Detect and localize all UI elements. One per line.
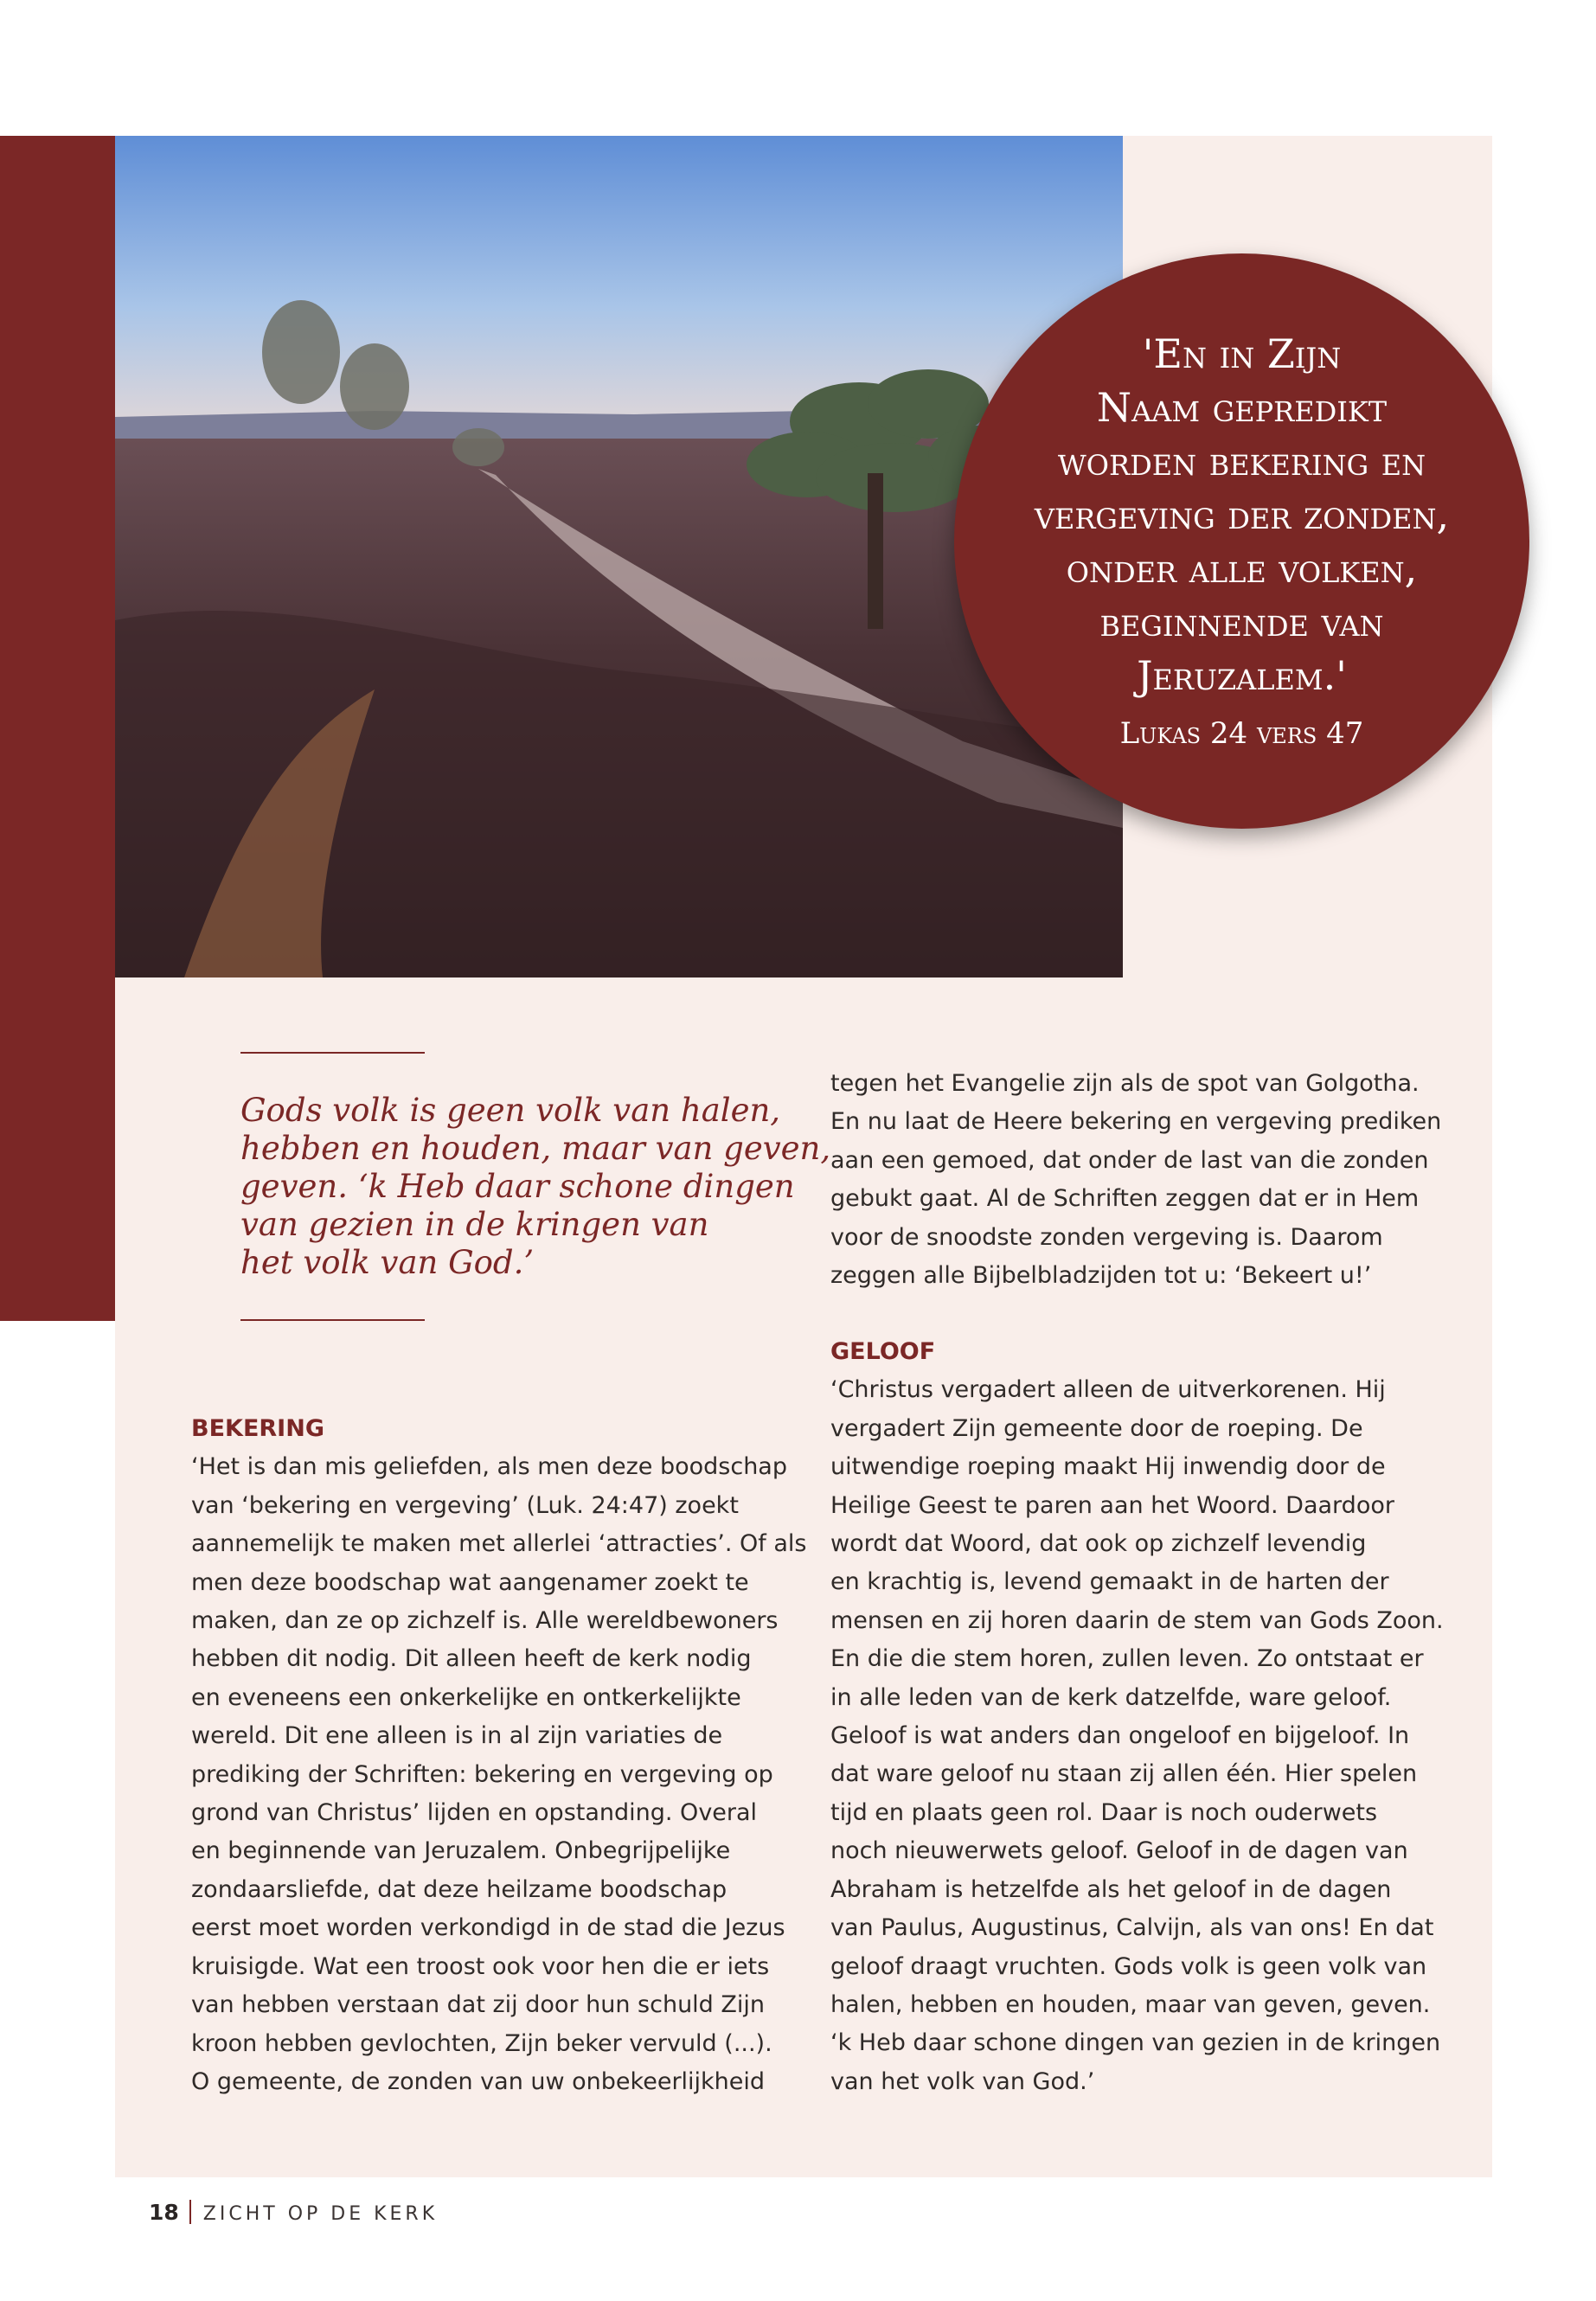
body-line: geloof draagt vruchten. Gods volk is geen volk van bbox=[830, 1952, 1427, 1980]
body-line: en eveneens een onkerkelijke en ontkerkelijkte bbox=[191, 1683, 741, 1711]
callout-line: 'En in Zijn bbox=[1142, 330, 1342, 377]
body-line: zondaarsliefde, dat deze heilzame boodschap bbox=[191, 1875, 727, 1903]
body-line: En nu laat de Heere bekering en vergeving prediken bbox=[830, 1108, 1442, 1136]
callout-line: vergeving der zonden, bbox=[1034, 491, 1450, 538]
body-line: men deze boodschap wat aangenamer zoekt te bbox=[191, 1568, 749, 1596]
pull-quote-top-rule bbox=[240, 1052, 425, 1054]
body-line: wordt dat Woord, dat ook op zichzelf levendig bbox=[830, 1530, 1367, 1558]
body-line: en beginnende van Jeruzalem. Onbegrijpelijke bbox=[191, 1837, 731, 1865]
pull-quote-bottom-rule bbox=[240, 1319, 425, 1321]
body-line: voor de snoodste zonden vergeving is. Daarom bbox=[830, 1223, 1383, 1251]
body-line: O gemeente, de zonden van uw onbekeerlijkheid bbox=[191, 2067, 766, 2095]
body-line: En die die stem horen, zullen leven. Zo ontstaat er bbox=[830, 1645, 1424, 1673]
scripture-callout-quote bbox=[954, 327, 1529, 702]
body-line: kruisigde. Wat een troost ook voor hen die er iets bbox=[191, 1952, 770, 1980]
body-line: zeggen alle Bijbelbladzijden tot u: ‘Bekeert u!’ bbox=[830, 1262, 1372, 1290]
body-line: eerst moet worden verkondigd in de stad die Jezus bbox=[191, 1914, 785, 1942]
body-line: ‘Het is dan mis geliefden, als men deze boodschap bbox=[191, 1453, 787, 1481]
body-line: gebukt gaat. Al de Schriften zeggen dat er in Hem bbox=[830, 1185, 1420, 1213]
body-line: kroon hebben gevlochten, Zijn beker vervuld (...). bbox=[191, 2029, 772, 2057]
body-line: aan een gemoed, dat onder de last van die zonden bbox=[830, 1146, 1429, 1174]
body-line: hebben dit nodig. Dit alleen heeft de kerk nodig bbox=[191, 1645, 752, 1673]
callout-line: onder alle volken, bbox=[1066, 545, 1418, 592]
red-accent-band bbox=[0, 136, 115, 1321]
body-line: wereld. Dit ene alleen is in al zijn variaties de bbox=[191, 1722, 723, 1750]
body-line: tijd en plaats geen rol. Daar is noch ouderwets bbox=[830, 1798, 1378, 1826]
body-line: grond van Christus’ lijden en opstanding. Overal bbox=[191, 1799, 758, 1827]
page-footer bbox=[149, 2199, 438, 2228]
body-line: van het volk van God.’ bbox=[830, 2067, 1095, 2095]
scripture-reference: Lukas 24 vers 47 bbox=[1119, 716, 1364, 751]
body-line: halen, hebben en houden, maar van geven, geven. bbox=[830, 1990, 1431, 2018]
callout-line: Naam gepredikt bbox=[1096, 384, 1388, 431]
body-line: prediking der Schriften: bekering en vergeving op bbox=[191, 1760, 773, 1788]
pull-quote-line: van gezien in de kringen van bbox=[240, 1206, 709, 1243]
section-heading-bekering: BEKERING bbox=[191, 1415, 324, 1442]
body-line: van hebben verstaan dat zij door hun schuld Zijn bbox=[191, 1991, 766, 2019]
body-line: in alle leden van de kerk datzelfde, ware geloof. bbox=[830, 1683, 1392, 1711]
body-line: ‘k Heb daar schone dingen van gezien in de kringen bbox=[830, 2029, 1441, 2057]
section-heading-geloof: GELOOF bbox=[830, 1338, 936, 1365]
callout-line: worden bekering en bbox=[1057, 438, 1426, 484]
body-line: tegen het Evangelie zijn als de spot van Golgotha. bbox=[830, 1070, 1420, 1097]
pull-quote bbox=[240, 1092, 831, 1282]
pull-quote-line: Gods volk is geen volk van halen, bbox=[240, 1092, 781, 1129]
body-line: Heilige Geest te paren aan het Woord. Daardoor bbox=[830, 1491, 1394, 1519]
left-column bbox=[191, 1410, 807, 2101]
body-line: Abraham is hetzelfde als het geloof in de dagen bbox=[830, 1875, 1392, 1903]
magazine-title: ZICHT OP DE KERK bbox=[202, 2203, 439, 2225]
right-column-intro bbox=[830, 1065, 1442, 1295]
body-line: ‘Christus vergadert alleen de uitverkorenen. Hij bbox=[830, 1376, 1386, 1404]
right-column bbox=[830, 1333, 1444, 2101]
body-line: maken, dan ze op zichzelf is. Alle wereldbewoners bbox=[191, 1607, 779, 1635]
body-line: Geloof is wat anders dan ongeloof en bijgeloof. In bbox=[830, 1722, 1410, 1750]
page-number: 18 bbox=[149, 2200, 179, 2225]
body-line: dat ware geloof nu staan zij allen één. Hier spelen bbox=[830, 1760, 1418, 1788]
body-line: van Paulus, Augustinus, Calvijn, als van ons! En dat bbox=[830, 1914, 1434, 1942]
body-line: mensen en zij horen daarin de stem van Gods Zoon. bbox=[830, 1606, 1444, 1634]
callout-line: beginnende van bbox=[1099, 599, 1384, 645]
body-line: vergadert Zijn gemeente door de roeping. De bbox=[830, 1414, 1363, 1442]
pull-quote-line: het volk van God.’ bbox=[240, 1244, 535, 1281]
pull-quote-line: hebben en houden, maar van geven, bbox=[240, 1130, 831, 1167]
body-line: van ‘bekering en vergeving’ (Luk. 24:47) zoekt bbox=[191, 1491, 739, 1519]
pull-quote-line: geven. ‘k Heb daar schone dingen bbox=[240, 1168, 795, 1205]
body-line: en krachtig is, levend gemaakt in de harten der bbox=[830, 1568, 1389, 1596]
footer-divider bbox=[189, 2200, 191, 2224]
body-line: noch nieuwerwets geloof. Geloof in de dagen van bbox=[830, 1837, 1408, 1865]
callout-line: Jeruzalem.' bbox=[1137, 652, 1347, 699]
body-line: uitwendige roeping maakt Hij inwendig door de bbox=[830, 1453, 1386, 1481]
body-line: aannemelijk te maken met allerlei ‘attracties’. Of als bbox=[191, 1530, 807, 1558]
